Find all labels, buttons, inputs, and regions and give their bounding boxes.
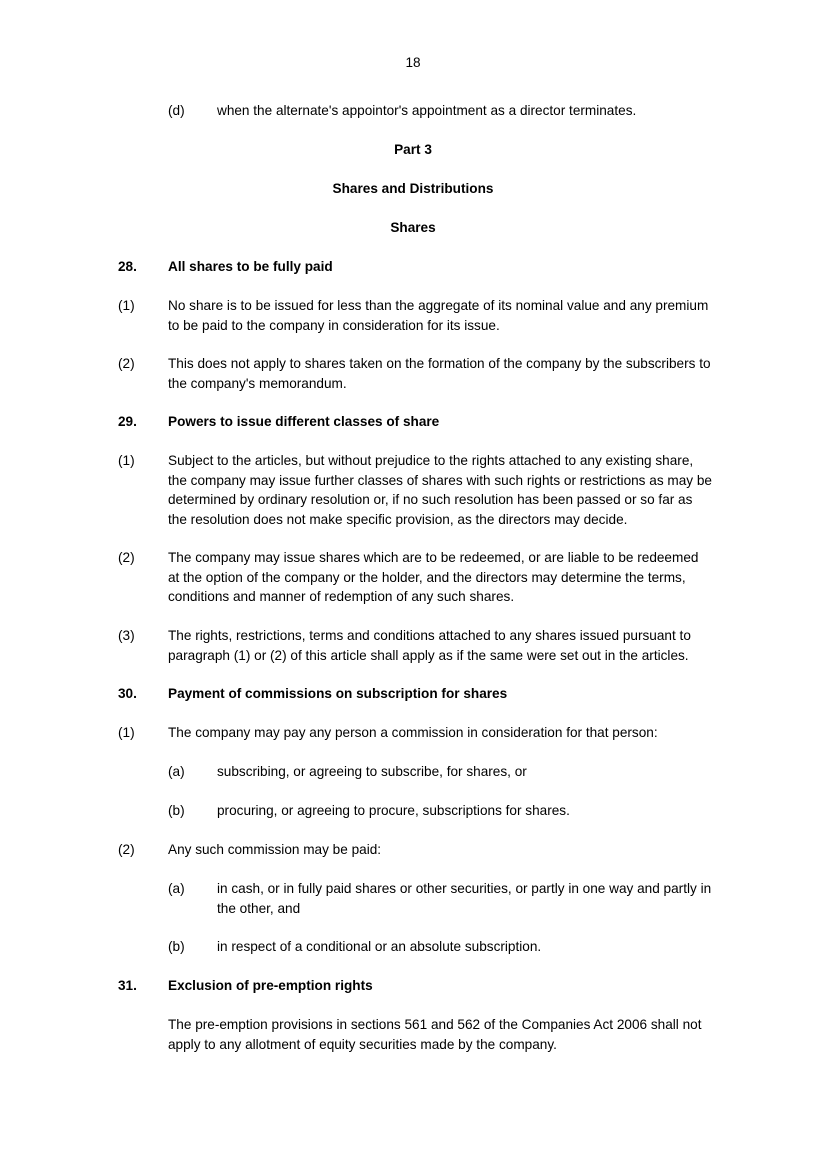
subparagraph-label: (b) [168,803,185,818]
article-heading: Exclusion of pre-emption rights [168,978,373,993]
subparagraph-label: (a) [168,881,185,896]
paragraph-text: This does not apply to shares taken on the formation of the company by the subscribers to the company's memorandum. [168,356,711,391]
subparagraph-text: procuring, or agreeing to procure, subscriptions for shares. [217,803,570,818]
paragraph-label: (2) [118,356,135,371]
article-heading: All shares to be fully paid [168,259,333,274]
article-heading: Payment of commissions on subscription for shares [168,686,508,701]
subparagraph-label: (a) [168,764,185,779]
paragraph-label: (2) [118,550,135,565]
paragraph-label: (1) [118,298,135,313]
paragraph-label: (1) [118,453,135,468]
part-subtitle: Shares and Distributions [332,181,494,196]
subparagraph-text: in cash, or in fully paid shares or other securities, or partly in one way and partly in the other, and [217,881,712,916]
article-number: 28. [118,259,137,274]
article-number: 30. [118,686,137,701]
page-number: 18 [405,55,421,70]
top-item-label: (d) [168,103,185,118]
paragraph-text: No share is to be issued for less than the aggregate of its nominal value and any premium to be paid to the company in consideration for its issue. [168,298,709,333]
paragraph-text: The rights, restrictions, terms and conditions attached to any shares issued pursuant to paragraph (1) or (2) of this article shall apply as if the same were set out in the articles. [168,628,691,663]
paragraph-text: The company may pay any person a commission in consideration for that person: [168,725,658,740]
section-title: Shares [390,220,436,235]
paragraph-text: Subject to the articles, but without prejudice to the rights attached to any existing share, the company may issue further classes of shares with such rights or restrictions as may be determined by ordinary resolution or, if no such resolution has been passed or so far as the resolution does not make specific provision, as the directors may decide. [168,453,712,527]
article-number: 31. [118,978,137,993]
top-item-text: when the alternate's appointor's appointment as a director terminates. [217,103,637,118]
subparagraph-text: in respect of a conditional or an absolute subscription. [217,939,542,954]
article-number: 29. [118,414,137,429]
subparagraph-label: (b) [168,939,185,954]
paragraph-label: (3) [118,628,135,643]
part-title: Part 3 [394,142,432,157]
paragraph-text: The pre-emption provisions in sections 561 and 562 of the Companies Act 2006 shall not apply to any allotment of equity securities made by the company. [168,1017,702,1052]
paragraph-text: The company may issue shares which are to be redeemed, or are liable to be redeemed at the option of the company or the holder, and the directors may determine the terms, conditions and manner of redemption of any such shares. [168,550,699,604]
paragraph-label: (1) [118,725,135,740]
paragraph-label: (2) [118,842,135,857]
article-heading: Powers to issue different classes of share [168,414,440,429]
subparagraph-text: subscribing, or agreeing to subscribe, for shares, or [217,764,527,779]
paragraph-text: Any such commission may be paid: [168,842,382,857]
